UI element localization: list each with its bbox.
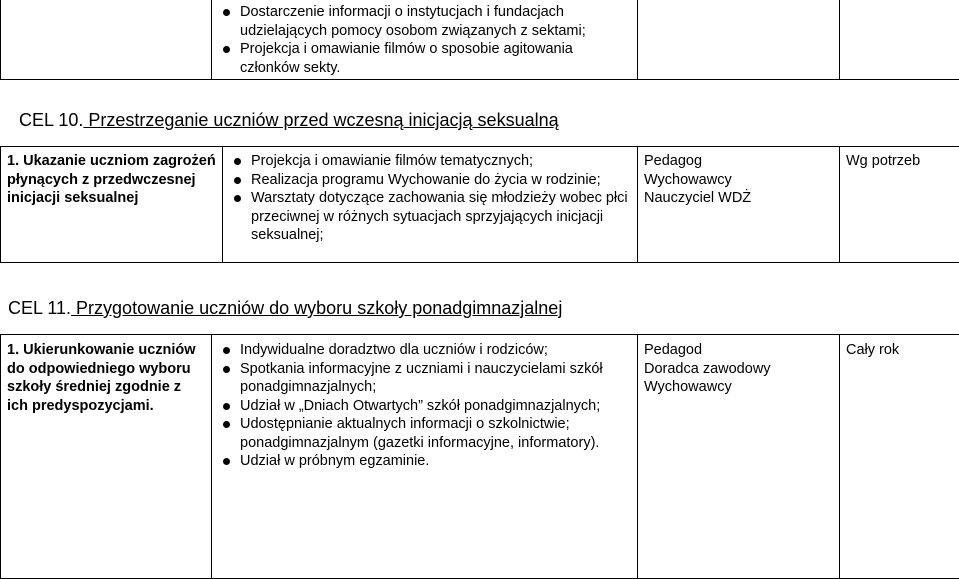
responsible-cell — [638, 0, 840, 80]
responsible-entry: Nauczyciel WDŻ — [644, 189, 833, 208]
goal10-actions-list — [229, 152, 631, 245]
term-cell — [840, 0, 959, 80]
responsible-entry: Pedagod — [644, 341, 833, 360]
list-item: Udział w próbnym egzaminie. — [240, 452, 631, 471]
table-goal9-continuation — [0, 0, 959, 80]
responsible-entry: Doradca zawodowy — [644, 360, 833, 379]
responsible-entry: Wychowawcy — [644, 171, 833, 190]
goal10-term: Wg potrzeb — [840, 147, 959, 263]
responsible-entry: Pedagog — [644, 152, 833, 171]
list-item: Projekcja i omawianie filmów tematycznych; — [251, 152, 631, 171]
goal10-heading — [19, 110, 559, 131]
list-item: Warsztaty dotyczące zachowania się młodzieży wobec płci przeciwnej w różnych sytuacjach sprzyjających inicjacji seksualnej; — [251, 189, 631, 245]
table-goal10 — [0, 146, 959, 263]
goal10-task: 1. Ukazanie uczniom zagrożeń płynących z przedwczesnej inicjacji seksualnej — [1, 147, 223, 263]
goal11-actions-list — [218, 341, 631, 471]
goal10-responsible — [638, 147, 840, 263]
goal11-task: 1. Ukierunkowanie uczniów do odpowiedniego wyboru szkoły średniej zgodnie z ich predyspozycjami. — [1, 335, 212, 579]
actions-cell — [212, 0, 638, 80]
goal10-title: Przestrzeganie uczniów przed wczesną inicjacją seksualną — [83, 110, 558, 130]
list-item: Udostępnianie aktualnych informacji o szkolnictwie; ponadgimnazjalnym (gazetki informacyjne, informatory). — [240, 415, 631, 452]
list-item: Projekcja i omawianie filmów o sposobie agitowania członków sekty. — [240, 40, 631, 77]
list-item: Dostarczenie informacji o instytucjach i fundacjach udzielających pomocy osobom związanych z sektami; — [240, 3, 631, 40]
goal11-actions-cell — [212, 335, 638, 579]
list-item: Spotkania informacyjne z uczniami i nauczycielami szkół ponadgimnazjalnych; — [240, 360, 631, 397]
list-item: Realizacja programu Wychowanie do życia w rodzinie; — [251, 171, 631, 190]
task-cell — [1, 0, 212, 80]
goal11-title: Przygotowanie uczniów do wyboru szkoły ponadgimnazjalnej — [71, 298, 562, 318]
table-goal11 — [0, 334, 959, 579]
list-item: Indywidualne doradztwo dla uczniów i rodziców; — [240, 341, 631, 360]
goal11-number: CEL 11. — [8, 298, 71, 318]
goal11-responsible — [638, 335, 840, 579]
goal10-actions-cell — [223, 147, 638, 263]
goal10-number: CEL 10. — [19, 110, 83, 130]
list-item: Udział w „Dniach Otwartych” szkół ponadgimnazjalnych; — [240, 397, 631, 416]
goal11-term: Cały rok — [840, 335, 959, 579]
goal11-heading — [8, 298, 562, 319]
responsible-entry: Wychowawcy — [644, 378, 833, 397]
actions-list — [218, 3, 631, 77]
